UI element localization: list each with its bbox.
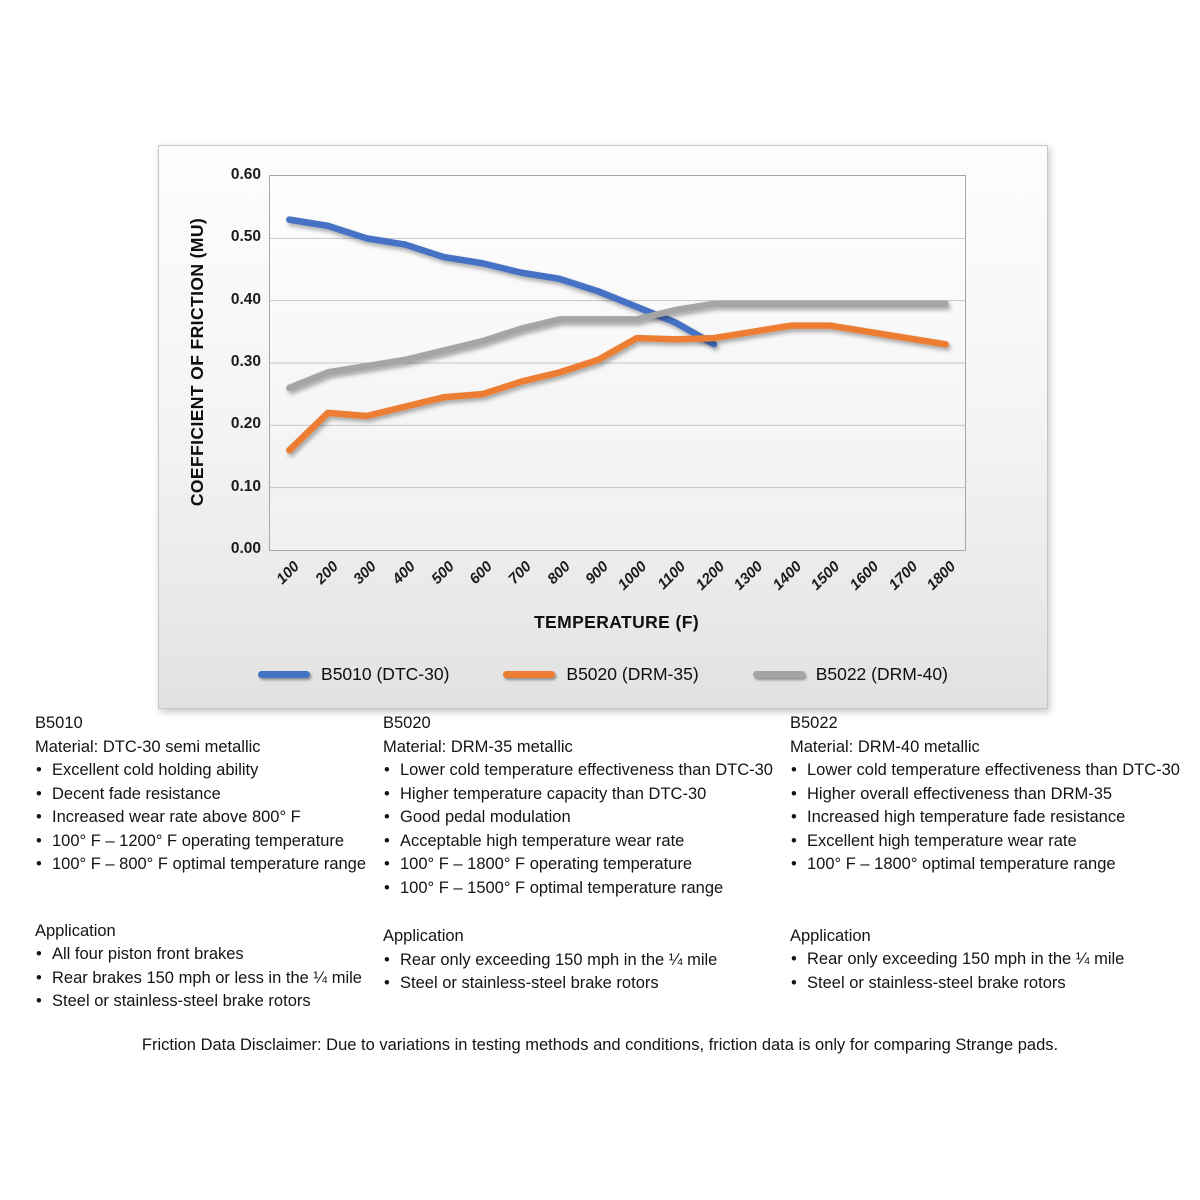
feature-list [383,759,785,900]
x-tick-label: 1700 [885,558,921,594]
bullet-item: • Higher overall effectiveness than DRM-35 [790,783,1190,807]
y-tick-label: 0.40 [230,290,261,308]
disclaimer-text: Friction Data Disclaimer: Due to variations in testing methods and conditions, friction data is only for comparing Strange pads. [141,1036,1059,1054]
application-block [383,925,785,996]
application-list [35,943,385,1014]
bullet-item: • Decent fade resistance [35,783,385,807]
legend-label: B5010 (DTC-30) [321,663,450,684]
bullet-item: • 100° F – 1200° F operating temperature [35,830,385,854]
friction-chart-card [158,145,1048,709]
y-tick-label: 0.20 [230,415,261,433]
bullet-item: • Higher temperature capacity than DTC-30 [383,783,785,807]
chart-legend [159,660,1047,688]
y-tick-label: 0.30 [230,353,261,370]
legend-label: B5022 (DRM-40) [815,663,948,684]
series-lines [289,220,945,451]
bullet-item: • Steel or stainless-steel brake rotors [790,972,1190,996]
x-tick-label: 300 [350,558,381,588]
bullet-item: • Rear brakes 150 mph or less in the ¼ mile [35,967,385,991]
x-tick-label: 200 [312,558,342,588]
material-line: Material: DRM-40 metallic [790,737,980,756]
x-tick-label: 1500 [808,558,844,594]
spec-column-b5020 [383,712,785,996]
x-tick-label: 1400 [769,558,806,594]
legend-item [503,664,698,685]
application-title: Application [35,921,116,940]
y-axis-title: COEFFICIENT OF FRICTION (MU) [187,217,207,507]
x-tick-label: 900 [582,558,613,588]
application-title: Application [383,927,464,945]
application-list [383,949,785,996]
legend-item [753,664,948,685]
bullet-item: • Increased wear rate above 800° F [35,806,385,830]
bullet-item: • Excellent high temperature wear rate [790,830,1190,854]
application-title: Application [790,926,871,945]
chart-lines-svg [270,176,965,550]
x-tick-label: 1300 [730,558,767,594]
x-tick-label: 400 [389,558,419,588]
legend-line-swatch [503,671,555,678]
spec-column-b5022 [790,712,1190,995]
legend-line-swatch [258,671,310,678]
spec-column-b5010 [35,712,385,1014]
material-line: Material: DTC-30 semi metallic [35,737,261,756]
bullet-item: • 100° F – 1500° F optimal temperature range [383,877,785,901]
bullet-item: • Lower cold temperature effectiveness than DTC-30 [790,759,1190,783]
x-tick-label: 1000 [615,558,651,594]
application-block [35,920,385,1014]
bullet-item: • Steel or stainless-steel brake rotors [383,972,785,996]
bullet-item: • Excellent cold holding ability [35,759,385,783]
bullet-item: • 100° F – 1800° F operating temperature [383,853,785,877]
product-code: B5020 [383,714,431,732]
bullet-item: • Steel or stainless-steel brake rotors [35,990,385,1014]
bullet-item: • Acceptable high temperature wear rate [383,830,785,854]
x-tick-label: 700 [505,558,535,588]
y-tick-label: 0.50 [230,228,261,246]
x-tick-label: 1600 [846,558,883,594]
application-block [790,925,1190,996]
bullet-item: • Good pedal modulation [383,806,785,830]
x-tick-label: 1800 [923,558,960,594]
x-axis-title: TEMPERATURE (F) [533,612,700,632]
feature-list [35,759,385,877]
y-tick-label: 0.60 [230,166,261,183]
bullet-item: • All four piston front brakes [35,943,385,967]
material-line: Material: DRM-35 metallic [383,737,573,756]
legend-line-swatch [753,671,805,678]
bullet-item: • 100° F – 1800° optimal temperature range [790,853,1190,877]
bullet-item: • Increased high temperature fade resistance [790,806,1190,830]
bullet-item: • Lower cold temperature effectiveness than DTC-30 [383,759,785,783]
legend-item [258,664,449,685]
legend-label: B5020 (DRM-35) [566,663,699,684]
y-tick-label: 0.10 [230,477,261,495]
bullet-item: • Rear only exceeding 150 mph in the ¼ mile [383,949,785,973]
bullet-item: • Rear only exceeding 150 mph in the ¼ mile [790,948,1190,972]
bullet-item: • 100° F – 800° F optimal temperature range [35,853,385,877]
x-tick-label: 600 [466,558,497,588]
series-line-B5020 (DRM-35) [289,326,945,451]
product-code: B5022 [790,714,838,732]
application-list [790,948,1190,995]
x-tick-label: 500 [427,558,458,588]
plot-area [269,175,966,551]
product-code: B5010 [35,714,83,732]
x-tick-label: 100 [273,558,304,588]
feature-list [790,759,1190,877]
x-tick-label: 1100 [654,558,690,593]
x-tick-label: 800 [543,558,574,588]
x-tick-label: 1200 [692,558,728,594]
y-tick-label: 0.00 [230,540,261,557]
